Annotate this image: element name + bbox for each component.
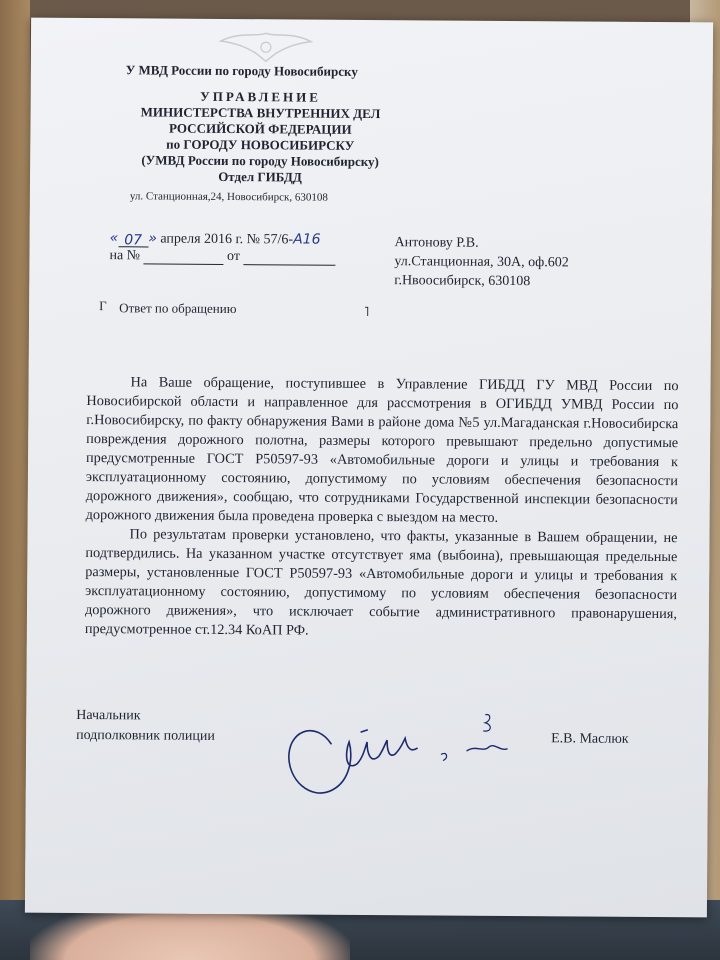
ref-number-blank: [143, 249, 223, 265]
letter-sheet: [25, 18, 713, 918]
recipient-line: г.Нвоосибирск, 630108: [394, 273, 531, 290]
org-heading-line: (УМВД России по городу Новосибирску): [141, 152, 379, 170]
org-heading-line: Отдел ГИБДД: [218, 168, 302, 185]
org-short-name: У МВД России по городу Новосибирску: [125, 62, 358, 79]
signatory-name: Е.В. Маслюк: [551, 731, 629, 747]
date-quote-open: «: [109, 230, 119, 247]
handwritten-signature-icon: [271, 691, 532, 813]
ref-label: на №: [109, 248, 141, 264]
recipient-line: Антонову Р.В.: [394, 235, 479, 251]
org-heading: [90, 88, 431, 186]
org-heading-line: по ГОРОДУ НОВОСИБИРСКУ: [166, 136, 355, 153]
ref-date-blank: [243, 250, 335, 266]
letter-date-line: [110, 230, 321, 248]
org-address: ул. Станционная,24, Новосибирск, 630108: [129, 190, 328, 204]
body-paragraph: На Ваше обращение, поступившее в Управление ГИБДД ГУ МВД России по Новосибирской области и направленное для рассмотрения в ОГИБДД УМВД России по г.Новосибирску, по факту обнаружения Вами в районе дома №5 ул.Магаданская г.Новосибирска повреждения дорожного полотна, размеры которого превышают предельно допустимые предусмотренные ГОСТ Р50597-93 «Автомобильные дороги и улицы и требования к эксплуатационному состоянию, допустимому по условиям обеспечения безопасности дорожного движения», сообщаю, что сотрудниками Государственной инспекции безопасности дорожного движения была проведена проверка с выездом на место.: [85, 374, 679, 526]
signatory-rank: подполковник полиции: [76, 727, 215, 744]
recipient-block: [394, 233, 569, 291]
signatory-position: Начальник: [76, 707, 141, 724]
subject-corner-left: Г: [99, 298, 107, 314]
org-heading-line: УПРАВЛЕНИЕ: [200, 88, 322, 105]
body-paragraph: По результатам проверки установлено, что факты, указанные в Вашем обращении, не подтвердились. На указанном участке отсутствует яма (выбоина), превышающая предельные размеры, установленные ГОСТ Р50597-93 «Автомобильные дороги и улицы и требования к эксплуатационному состоянию, допустимому по условиям обеспечения безопасности дорожного движения», что исключает событие административного правонарушения, предусмотренное ст.12.34 КоАП РФ.: [84, 526, 678, 639]
ref-from-label: от: [226, 249, 241, 265]
letter-number: № 57/6-: [246, 232, 294, 248]
date-quote-close: »: [148, 230, 157, 247]
date-month-year: апреля 2016 г.: [160, 231, 244, 248]
subject-block: [99, 298, 370, 319]
letter-body: [85, 373, 679, 643]
date-day: 07: [118, 232, 148, 247]
signatory-title: [76, 706, 215, 747]
eagle-emblem-icon: [201, 27, 331, 68]
subject-text: Ответ по обращению: [119, 300, 237, 317]
letter-reference-line: [109, 248, 335, 266]
subject-corner-right: ˥: [364, 303, 370, 319]
recipient-line: ул.Станционная, 30А, оф.602: [394, 254, 569, 271]
org-heading-line: РОССИЙСКОЙ ФЕДЕРАЦИИ: [169, 120, 352, 137]
org-heading-line: МИНИСТЕРСТВА ВНУТРЕННИХ ДЕЛ: [140, 104, 381, 122]
letter-number-handwritten: А16: [293, 231, 321, 248]
